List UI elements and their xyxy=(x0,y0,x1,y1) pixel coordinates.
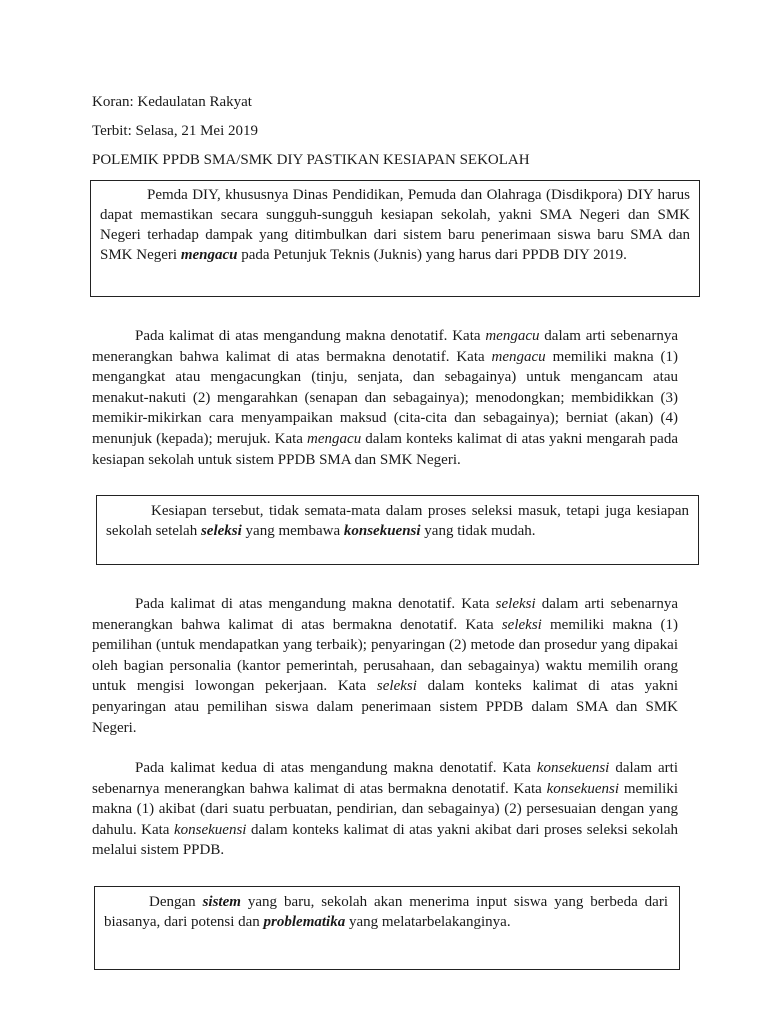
quote-1-text xyxy=(100,185,690,265)
italic-term: konsekuensi xyxy=(536,760,610,776)
quote-2-term: seleksi xyxy=(200,523,242,539)
quote-2-text-part: yang membawa xyxy=(241,523,344,539)
quote-2-text-part: Kesiapan tersebut, tidak semata-mata dalam proses seleksi masuk, tetapi juga kesiapan sekolah setelah xyxy=(106,503,689,539)
quote-box-2 xyxy=(96,495,699,565)
italic-term: konsekuensi xyxy=(546,780,620,797)
italic-term: seleksi xyxy=(495,596,536,612)
quote-box-3 xyxy=(94,886,680,970)
italic-term: seleksi xyxy=(501,616,542,633)
quote-3-text-part: yang baru, sekolah akan menerima input siswa yang berbeda dari biasanya, dari potensi dan xyxy=(104,894,668,930)
paragraph-text: memiliki makna (1) akibat (dari suatu perbuatan, pendirian, dan sebagainya) (2) persesuaian dengan yang dahulu. Kata xyxy=(92,780,678,838)
quote-3-text-part: yang melatarbelakanginya. xyxy=(345,914,511,930)
quote-3-text-part: Dengan xyxy=(149,894,203,910)
quote-3-term: sistem xyxy=(202,894,241,910)
analysis-paragraph-3 xyxy=(92,758,678,861)
quote-2-term: konsekuensi xyxy=(343,523,421,539)
analysis-paragraph-1 xyxy=(92,326,678,470)
paragraph-text: Pada kalimat di atas mengandung makna denotatif. Kata xyxy=(135,328,486,344)
quote-1-term: mengacu xyxy=(180,247,238,263)
paragraph-text: Pada kalimat di atas mengandung makna denotatif. Kata xyxy=(135,596,496,612)
paragraph-text: dalam konteks kalimat di atas yakni mengarah pada kesiapan sekolah untuk sistem PPDB SMA dan SMK Negeri. xyxy=(92,430,678,468)
italic-term: mengacu xyxy=(307,430,362,447)
quote-1-text-part: pada Petunjuk Teknis (Juknis) yang harus dari PPDB DIY 2019. xyxy=(237,247,627,263)
headline: POLEMIK PPDB SMA/SMK DIY PASTIKAN KESIAPAN SEKOLAH xyxy=(92,152,530,168)
analysis-paragraph-2 xyxy=(92,594,678,738)
paragraph-text: memiliki makna (1) mengangkat atau mengacungkan (tinju, senjata, dan sebagainya) untuk mengancam atau menakut-nakuti (2) mengarahkan (senapan dan sebagainya); menodongkan; membidikkan (3) memikir-mikirkan cara menyampaikan maksud (cita-cita dan sebagainya); berniat (akan) (4) menunjuk (kepada); merujuk. Kata xyxy=(92,348,678,447)
paragraph-text: dalam arti sebenarnya menerangkan bahwa kalimat di atas bermakna denotatif. Kata xyxy=(92,328,678,365)
paragraph-text: memiliki makna (1) pemilihan (untuk mendapatkan yang terbaik); penyaringan (2) metode dan prosedur yang dipakai oleh bagian personalia (kantor pemerintah, perusahaan, dan sebagainya) waktu memilih orang untuk mengisi lowongan pekerjaan. Kata xyxy=(92,616,678,695)
paragraph-text: dalam konteks kalimat di atas yakni penyaringan atau pemilihan siswa dalam penerimaan sistem PPDB dalam SMA dan SMK Negeri. xyxy=(92,678,678,736)
paragraph-text: dalam arti sebenarnya menerangkan bahwa kalimat di atas bermakna denotatif. Kata xyxy=(92,596,678,633)
quote-1-text-part: Pemda DIY, khususnya Dinas Pendidikan, Pemuda dan Olahraga (Disdikpora) DIY harus dapat memastikan secara sungguh-sungguh kesiapan sekolah, yakni SMA Negeri dan SMK Negeri terhadap dampak yang ditimbulkan dari sistem baru penerimaan siswa baru SMA dan SMK Negeri xyxy=(100,187,690,263)
quote-2-text xyxy=(106,501,689,541)
paragraph-text: Pada kalimat kedua di atas mengandung makna denotatif. Kata xyxy=(135,760,537,776)
quote-3-text xyxy=(104,892,668,932)
italic-term: seleksi xyxy=(376,678,417,695)
italic-term: konsekuensi xyxy=(173,821,247,838)
quote-3-term: problematika xyxy=(263,914,346,930)
italic-term: mengacu xyxy=(485,328,540,344)
publish-date: Terbit: Selasa, 21 Mei 2019 xyxy=(92,123,259,139)
quote-2-text-part: yang tidak mudah. xyxy=(420,523,536,539)
newspaper-source: Koran: Kedaulatan Rakyat xyxy=(92,94,252,110)
paragraph-text: dalam konteks kalimat di atas yakni akibat dari proses seleksi sekolah melalui sistem PPDB. xyxy=(92,821,678,859)
italic-term: mengacu xyxy=(491,348,546,365)
paragraph-text: dalam arti sebenarnya menerangkan bahwa kalimat di atas bermakna denotatif. Kata xyxy=(92,760,678,797)
quote-box-1 xyxy=(90,180,700,297)
